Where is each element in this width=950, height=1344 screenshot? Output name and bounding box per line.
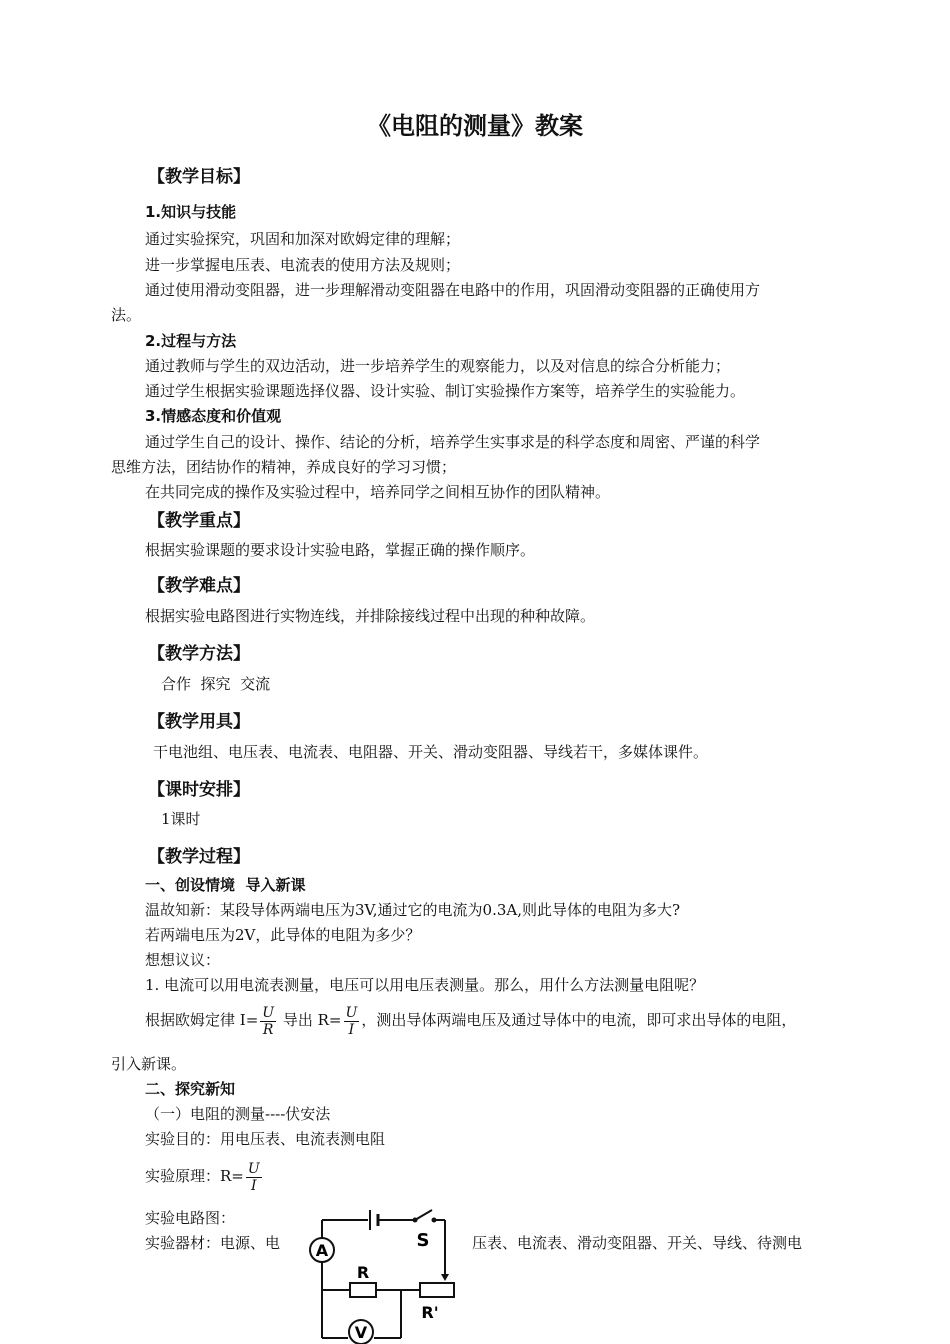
equipment-part-a: 实验器材：电源、电 [145, 1234, 281, 1252]
process-line-1: 通过教师与学生的双边活动，进一步培养学生的观察能力，以及对信息的综合分析能力； [145, 357, 731, 375]
rheostat-label: R' [421, 1303, 439, 1322]
ammeter-label: A [315, 1241, 329, 1260]
emotion-line-1b: 思维方法，团结协作的精神，养成良好的学习习惯； [111, 458, 457, 476]
ohm-prefix: 根据欧姆定律 I= [145, 1011, 259, 1029]
voltammetry-subheading: （一）电阻的测量----伏安法 [145, 1105, 331, 1123]
ohm-law-line [145, 1002, 796, 1038]
teaching-process-heading: 【教学过程】 [148, 847, 250, 867]
circuit-diagram [300, 1208, 460, 1344]
switch-contact [432, 1218, 437, 1223]
objectives-heading: 【教学目标】 [148, 167, 250, 187]
page-title: 《电阻的测量》教案 [367, 112, 583, 140]
review-line-1: 温故知新：某段导体两端电压为3V,通过它的电流为0.3A,则此导体的电阻为多大? [145, 901, 681, 919]
part2-heading: 二、探究新知 [145, 1080, 236, 1098]
equipment-part-b: 压表、电流表、滑动变阻器、开关、导线、待测电 [472, 1234, 803, 1252]
knowledge-line-3a: 通过使用滑动变阻器，进一步理解滑动变阻器在电路中的作用，巩固滑动变阻器的正确使用方 [145, 281, 761, 299]
resistor-label: R [356, 1263, 370, 1282]
ohm-tail: 引入新课。 [111, 1055, 187, 1073]
key-points-text: 根据实验课题的要求设计实验电路，掌握正确的操作顺序。 [145, 541, 536, 559]
fraction-denominator: R [262, 1021, 274, 1038]
schedule-text: 1课时 [161, 810, 201, 828]
key-points-heading: 【教学重点】 [148, 511, 250, 531]
methods-heading: 【教学方法】 [148, 644, 250, 664]
schedule-heading: 【课时安排】 [148, 780, 250, 800]
discuss-question: 1. 电流可以用电流表测量，电压可以用电压表测量。那么，用什么方法测量电阻呢？ [145, 976, 705, 994]
resistor-icon [350, 1283, 376, 1297]
fraction-denominator: I [251, 1177, 257, 1194]
process-heading: 2.过程与方法 [145, 332, 237, 350]
voltmeter-label: V [354, 1323, 368, 1342]
experiment-principle [145, 1158, 264, 1194]
difficulties-heading: 【教学难点】 [148, 576, 250, 596]
discuss-label: 想想议议： [145, 951, 221, 969]
principle-prefix: 实验原理：R= [145, 1167, 244, 1185]
circuit-diagram-label: 实验电路图： [145, 1209, 236, 1227]
emotion-heading: 3.情感态度和价值观 [145, 407, 282, 425]
experiment-purpose: 实验目的：用电压表、电流表测电阻 [145, 1130, 386, 1148]
fraction-numerator: U [345, 1004, 358, 1021]
rheostat-icon [420, 1283, 454, 1297]
fraction-numerator: U [262, 1004, 275, 1021]
fraction-u-over-i [246, 1161, 262, 1194]
knowledge-line-3b: 法。 [111, 306, 142, 324]
fraction-numerator: U [247, 1160, 260, 1177]
switch-blade [415, 1210, 432, 1220]
switch-contact [413, 1218, 418, 1223]
process-line-2: 通过学生根据实验课题选择仪器、设计实验、制订实验操作方案等，培养学生的实验能力。 [145, 382, 746, 400]
methods-text: 合作 探究 交流 [161, 675, 271, 693]
tools-heading: 【教学用具】 [148, 712, 250, 732]
review-line-2: 若两端电压为2V，此导体的电阻为多少？ [145, 926, 421, 944]
emotion-line-2: 在共同完成的操作及实验过程中，培养同学之间相互协作的团队精神。 [145, 483, 611, 501]
tools-text: 干电池组、电压表、电流表、电阻器、开关、滑动变阻器、导线若干，多媒体课件。 [153, 743, 709, 761]
ohm-suffix: ，测出导体两端电压及通过导体中的电流，即可求出导体的电阻， [361, 1011, 797, 1029]
rheostat-slider-arrow-icon [441, 1274, 449, 1281]
difficulties-text: 根据实验电路图进行实物连线，并排除接线过程中出现的种种故障。 [145, 607, 596, 625]
switch-label: S [416, 1230, 430, 1251]
fraction-u-over-i [344, 1005, 360, 1038]
knowledge-line-1: 通过实验探究，巩固和加深对欧姆定律的理解； [145, 230, 461, 248]
part1-heading: 一、创设情境 导入新课 [145, 876, 306, 894]
ohm-mid: 导出 R= [282, 1011, 342, 1029]
knowledge-heading: 1.知识与技能 [145, 203, 237, 221]
emotion-line-1a: 通过学生自己的设计、操作、结论的分析，培养学生实事求是的科学态度和周密、严谨的科学 [145, 433, 761, 451]
fraction-denominator: I [348, 1021, 355, 1038]
knowledge-line-2: 进一步掌握电压表、电流表的使用方法及规则； [145, 256, 461, 274]
fraction-u-over-r [260, 1005, 276, 1038]
